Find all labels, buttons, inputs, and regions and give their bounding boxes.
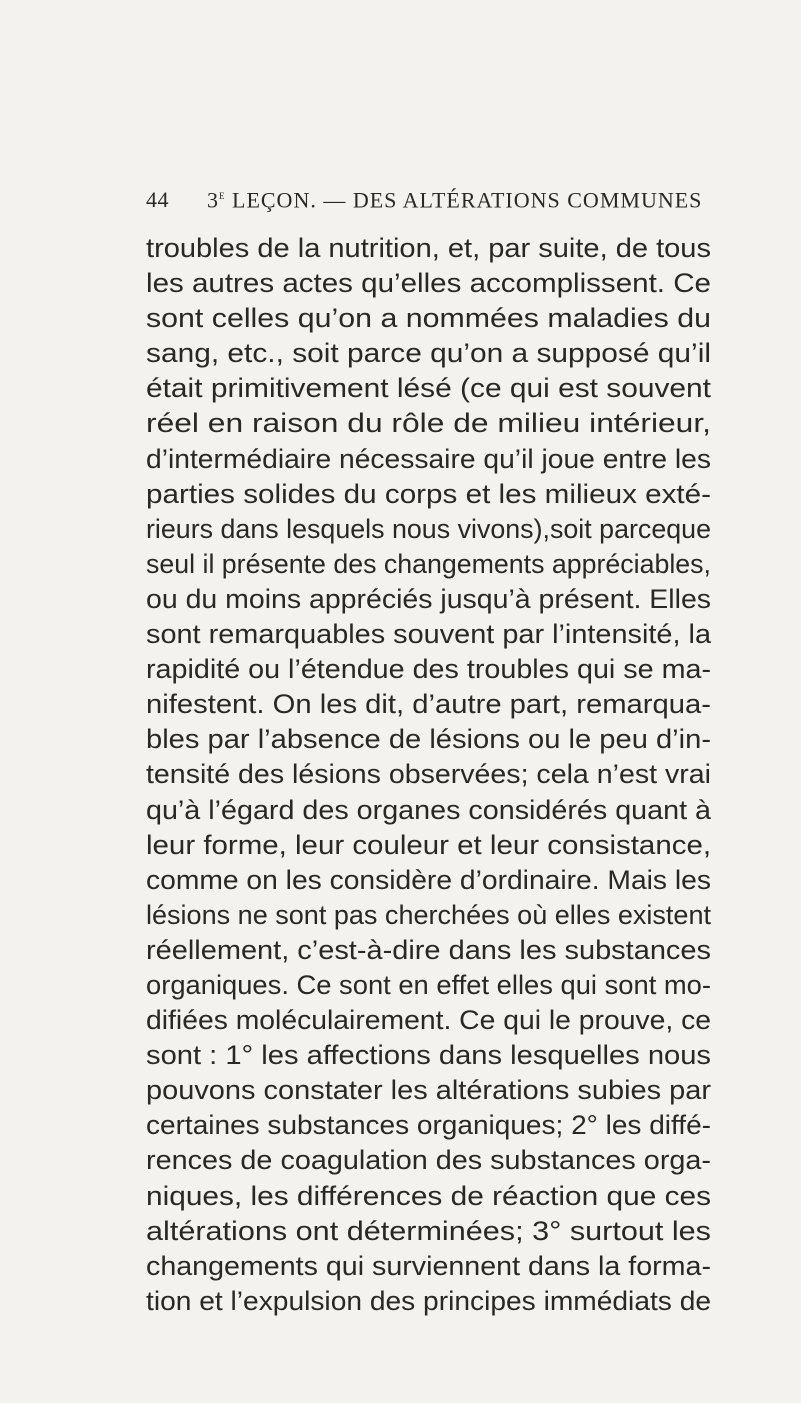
- text-line: comme on les considère d’ordinaire. Mais les: [146, 864, 711, 895]
- text-line: troubles de la nutrition, et, par suite, de tous: [146, 233, 711, 263]
- text-line: lésions ne sont pas cherchées où elles existent: [146, 899, 712, 930]
- text-line: tion et l’expulsion des principes immédiats de: [146, 1285, 712, 1316]
- text-line: était primitivement lésé (ce qui est souvent: [146, 373, 711, 404]
- text-line: bles par l’absence de lésions ou le peu d’in-: [146, 724, 712, 755]
- text-line: rences de coagulation des substances orga-: [146, 1145, 712, 1176]
- body-paragraph: [146, 231, 716, 1319]
- text-line: les autres actes qu’elles accomplissent. Ce: [146, 268, 711, 299]
- text-line: altérations ont déterminées; 3° surtout les: [146, 1215, 711, 1246]
- text-line: niques, les différences de réaction que ces: [146, 1180, 712, 1211]
- text-line: sont celles qu’on a nommées maladies du: [146, 303, 711, 334]
- text-line: rieurs dans lesquels nous vivons),soit parceque: [146, 513, 712, 544]
- running-title: [207, 187, 702, 213]
- text-line: nifestent. On les dit, d’autre part, remarqua-: [146, 689, 711, 720]
- text-line: parties solides du corps et les milieux exté-: [146, 478, 712, 509]
- text-line: réel en raison du rôle de milieu intérieur,: [146, 408, 711, 439]
- running-header: [146, 187, 706, 217]
- text-line: sang, etc., soit parce qu’on a supposé qu’il: [146, 338, 711, 369]
- text-line: sont : 1° les affections dans lesquelles nous: [146, 1040, 712, 1071]
- text-line: leur forme, leur couleur et leur consistance,: [146, 829, 712, 860]
- text-line: difiées moléculairement. Ce qui le prouve, ce: [146, 1005, 712, 1036]
- running-title-text: LEÇON. — DES ALTÉRATIONS COMMUNES: [232, 187, 703, 213]
- text-line: changements qui surviennent dans la forma-: [146, 1250, 711, 1281]
- text-line: certaines substances organiques; 2° les diffé-: [146, 1110, 711, 1141]
- text-line: organiques. Ce sont en effet elles qui sont mo-: [146, 969, 711, 1000]
- text-line: sont remarquables souvent par l’intensité, la: [146, 619, 712, 650]
- text-line: seul il présente des changements appréciables,: [146, 548, 711, 579]
- page-number: 44: [146, 187, 169, 212]
- text-line: tensité des lésions observées; cela n’est vrai: [146, 759, 712, 790]
- text-line: qu’à l’égard des organes considérés quant à: [146, 794, 712, 825]
- text-line: pouvons constater les altérations subies par: [146, 1075, 712, 1106]
- text-line: d’intermédiaire nécessaire qu’il joue entre les: [146, 443, 711, 474]
- text-line: réellement, c’est-à-dire dans les substances: [146, 934, 712, 965]
- lesson-number: 3: [207, 187, 219, 213]
- text-line: rapidité ou l’étendue des troubles qui se ma-: [146, 654, 712, 685]
- lesson-superscript: e: [219, 187, 226, 202]
- text-line: ou du moins appréciés jusqu’à présent. Elles: [146, 583, 712, 614]
